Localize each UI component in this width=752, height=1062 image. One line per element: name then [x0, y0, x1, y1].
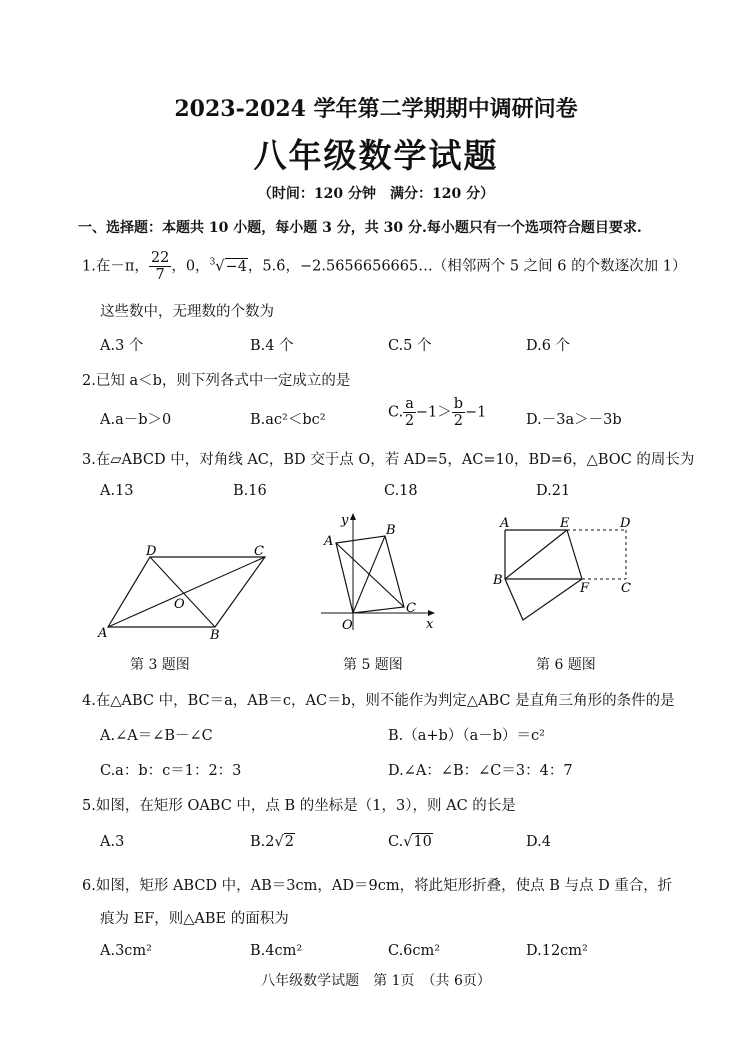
- label-f: F: [580, 581, 590, 596]
- diagonal-ob: [353, 536, 385, 613]
- q4-option-c: C.a：b：c＝1：2：3: [100, 763, 242, 779]
- question-1-line2: 这些数中，无理数的个数为: [100, 304, 274, 320]
- q1-fraction-denominator: 7: [155, 267, 165, 283]
- q1-tail: ，5.6̇，−2.5656656665…（相邻两个 5 之间 6 的个数逐次加 1）: [247, 258, 687, 275]
- label-x: x: [426, 617, 434, 632]
- segment-be: [505, 530, 567, 579]
- q2-option-c-mid: −1＞: [415, 404, 452, 421]
- q5-option-b: [250, 834, 295, 850]
- figure-5-rectangle: [316, 510, 441, 638]
- q1-mid: ，0，: [171, 258, 210, 275]
- question-6-line1: 6.如图，矩形 ABCD 中，AB＝3cm，AD＝9cm，将此矩形折叠，使点 B 与点 D 重合，折: [82, 878, 673, 894]
- q6-option-d: D.12cm²: [526, 943, 588, 959]
- q4-option-d: D.∠A：∠B：∠C＝3：4：7: [388, 763, 573, 779]
- question-2-stem: 2.已知 a＜b，则下列各式中一定成立的是: [82, 373, 351, 389]
- question-4-stem: 4.在△ABC 中，BC＝a，AB＝c，AC＝b，则不能作为判定△ABC 是直角三角形的条件的是: [82, 693, 675, 709]
- figure-5-caption: 第 5 题图: [343, 657, 403, 673]
- q2-option-d: D.－3a＞－3b: [526, 412, 622, 428]
- q6-option-a: A.3cm²: [100, 943, 152, 959]
- q5-option-c-radicand: 10: [413, 834, 432, 850]
- y-axis-arrow: [350, 513, 356, 520]
- q1-prefix: 1.在－π，: [82, 258, 149, 275]
- label-d: D: [620, 516, 631, 531]
- q2-frac-a-den: 2: [404, 413, 415, 429]
- label-c: C: [406, 601, 416, 616]
- q5-option-a: A.3: [100, 834, 125, 850]
- q1-fraction-numerator: 22: [150, 250, 170, 266]
- q6-option-c: C.6cm²: [388, 943, 441, 959]
- label-c: C: [621, 581, 631, 596]
- radical-sign: √: [215, 258, 225, 275]
- q2-option-a: A.a－b＞0: [100, 412, 172, 428]
- diagonal-ac: [336, 543, 404, 607]
- q4-option-a: A.∠A＝∠B－∠C: [100, 728, 213, 744]
- q1-option-b: B.4 个: [250, 338, 294, 354]
- cube-root-index: 3: [209, 257, 216, 268]
- q1-fraction: [149, 250, 171, 283]
- label-d: D: [146, 545, 157, 559]
- radical-sign: √: [403, 834, 413, 850]
- question-1-stem: [82, 250, 686, 283]
- q3-option-c: C.18: [384, 483, 418, 499]
- q1-option-a: A.3 个: [100, 338, 144, 354]
- diagonal-ac: [108, 557, 265, 627]
- label-o: O: [174, 597, 185, 612]
- label-b: B: [493, 573, 503, 588]
- section-heading: 一、选择题：本题共 10 小题，每小题 3 分，共 30 分.每小题只有一个选项符合题目要求.: [78, 220, 642, 236]
- label-a: A: [324, 534, 334, 549]
- radical-sign: √: [274, 834, 284, 850]
- folded-flap: [505, 579, 582, 620]
- q5-option-c-prefix: C.: [388, 834, 404, 850]
- label-a: A: [98, 626, 108, 641]
- q2-option-c-prefix: C.: [388, 404, 404, 421]
- q5-option-b-prefix: B.2: [250, 834, 275, 850]
- label-c: C: [254, 545, 264, 559]
- q2-frac-b-den: 2: [453, 413, 463, 429]
- q2-frac-a: [403, 396, 416, 429]
- label-e: E: [560, 516, 570, 531]
- question-6-line2: 痕为 EF，则△ABE 的面积为: [100, 911, 289, 927]
- q3-option-b: B.16: [233, 483, 267, 499]
- question-5-stem: 5.如图，在矩形 OABC 中，点 B 的坐标是（1，3），则 AC 的长是: [82, 798, 516, 814]
- exam-subject: 八年级数学试题: [253, 136, 499, 175]
- diagonal-bd: [150, 557, 215, 627]
- q2-frac-a-num: a: [405, 396, 414, 412]
- q5-option-b-radicand: 2: [284, 834, 294, 850]
- page-footer: 八年级数学试题 第 1页 （共 6页）: [261, 973, 491, 989]
- q2-option-c: [388, 396, 486, 429]
- label-a: A: [500, 516, 510, 531]
- fold-line-ef: [567, 530, 582, 579]
- label-b: B: [386, 523, 396, 538]
- q3-option-d: D.21: [536, 483, 571, 499]
- q5-option-d: D.4: [526, 834, 551, 850]
- q1-cube-root-radicand: −4: [225, 258, 247, 275]
- q2-frac-b: [452, 396, 465, 429]
- figure-6-caption: 第 6 题图: [536, 657, 596, 673]
- label-y: y: [341, 513, 349, 528]
- label-b: B: [210, 628, 220, 643]
- figure-3-caption: 第 3 题图: [130, 657, 190, 673]
- label-o: O: [342, 618, 353, 633]
- q1-option-c: C.5 个: [388, 338, 432, 354]
- q3-option-a: A.13: [100, 483, 134, 499]
- exam-info: （时间：120 分钟 满分：120 分）: [257, 186, 495, 202]
- figure-6-folded-rectangle: [490, 512, 640, 627]
- exam-title: 2023-2024 学年第二学期期中调研问卷: [174, 96, 578, 122]
- q6-option-b: B.4cm²: [250, 943, 303, 959]
- q2-option-c-tail: −1: [465, 404, 487, 421]
- q2-frac-b-num: b: [453, 396, 464, 412]
- q5-option-c: [388, 834, 433, 850]
- question-3-stem: 3.在▱ABCD 中，对角线 AC，BD 交于点 O，若 AD=5，AC=10，BD=6，△BOC 的周长为: [82, 452, 695, 468]
- q2-option-b: B.ac²＜bc²: [250, 412, 326, 428]
- q1-option-d: D.6 个: [526, 338, 571, 354]
- figure-3-parallelogram: [90, 545, 290, 645]
- q4-option-b: B.（a+b）（a－b）＝c²: [388, 728, 545, 744]
- x-axis-arrow: [428, 610, 435, 616]
